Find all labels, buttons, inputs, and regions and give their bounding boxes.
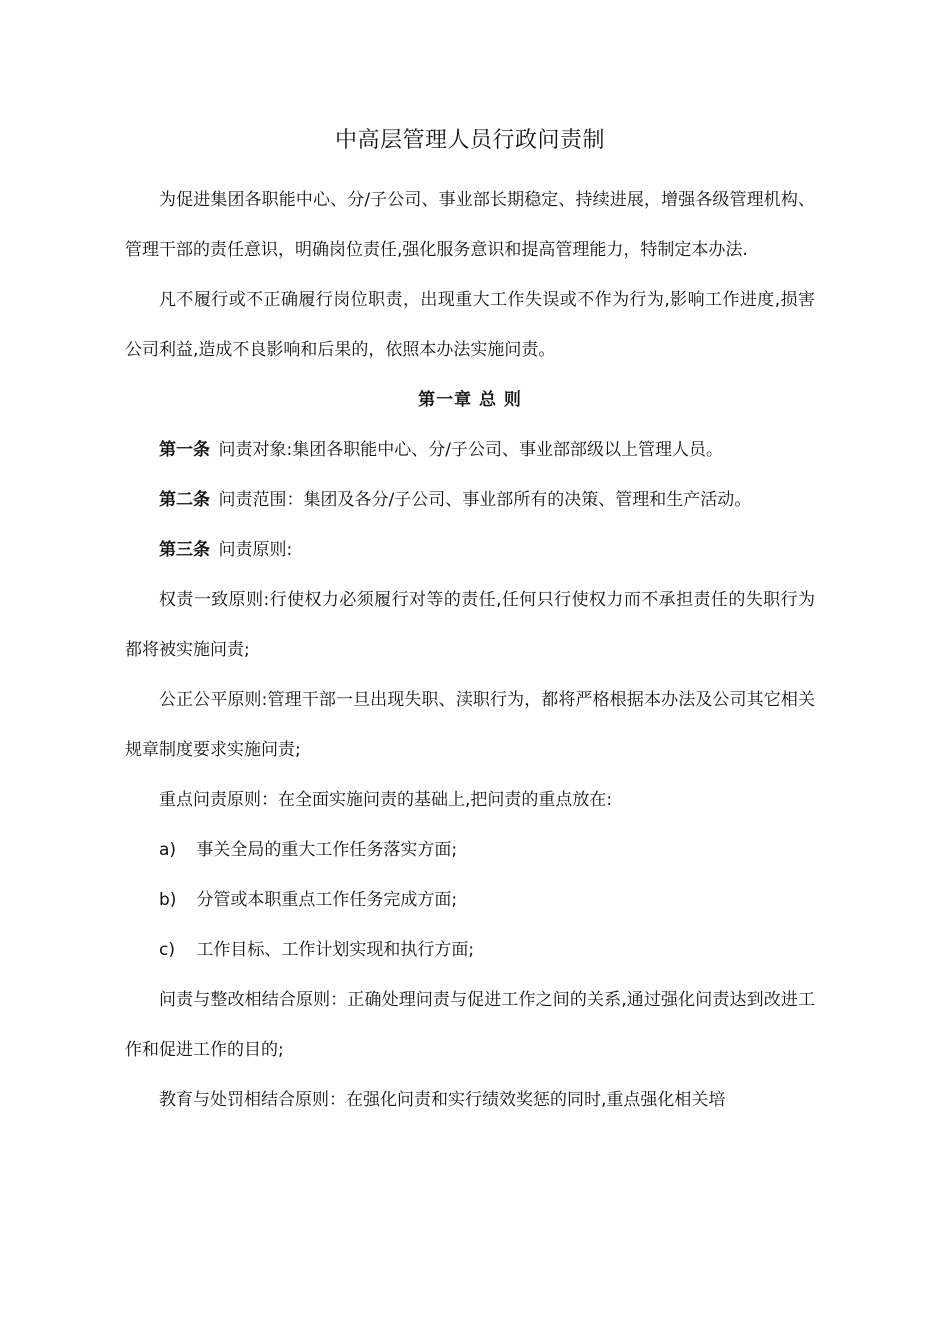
chapter-heading: 第一章 总 则: [418, 390, 522, 410]
list-item: [125, 825, 815, 875]
article-2: [125, 475, 815, 525]
principle-education: 教育与处罚相结合原则：在强化问责和实行绩效奖惩的同时,重点强化相关培: [159, 1090, 726, 1110]
intro-paragraph-1: 为促进集团各职能中心、分/子公司、事业部长期稳定、持续进展，增强各级管理机构、管理干部的责任意识，明确岗位责任,强化服务意识和提高管理能力，特制定本办法.: [125, 190, 815, 260]
article-1-label: 第一条: [159, 440, 210, 460]
list-item: [125, 875, 815, 925]
article-3: [125, 525, 815, 575]
article-3-text: 问责原则:: [218, 540, 293, 560]
document-title: 中高层管理人员行政问责制: [334, 127, 605, 153]
list-item-text: 事关全局的重大工作任务落实方面;: [196, 840, 458, 860]
principle-rectification: 问责与整改相结合原则：正确处理问责与促进工作之间的关系,通过强化问责达到改进工作和促进工作的目的;: [125, 990, 815, 1060]
list-marker: c): [159, 940, 175, 960]
principle-fairness: 公正公平原则:管理干部一旦出现失职、渎职行为，都将严格根据本办法及公司其它相关规章制度要求实施问责;: [125, 690, 815, 760]
intro-paragraph-2: 凡不履行或不正确履行岗位职责，出现重大工作失误或不作为行为,影响工作进度,损害公司利益,造成不良影响和后果的，依照本办法实施问责。: [125, 290, 815, 360]
list-item-text: 分管或本职重点工作任务完成方面;: [196, 890, 458, 910]
article-3-label: 第三条: [159, 540, 210, 560]
article-1: [125, 425, 815, 475]
list-item-text: 工作目标、工作计划实现和执行方面;: [196, 940, 475, 960]
article-1-text: 问责对象:集团各职能中心、分/子公司、事业部部级以上管理人员。: [218, 440, 723, 460]
list-marker: a): [159, 840, 177, 860]
principle-focus: 重点问责原则：在全面实施问责的基础上,把问责的重点放在:: [159, 790, 613, 810]
list-item: [125, 925, 815, 975]
article-2-label: 第二条: [159, 490, 210, 510]
document-body: [125, 175, 815, 1125]
article-2-text: 问责范围：集团及各分/子公司、事业部所有的决策、管理和生产活动。: [218, 490, 752, 510]
principle-consistency: 权责一致原则:行使权力必须履行对等的责任,任何只行使权力而不承担责任的失职行为都将被实施问责;: [125, 590, 815, 660]
list-marker: b): [159, 890, 177, 910]
